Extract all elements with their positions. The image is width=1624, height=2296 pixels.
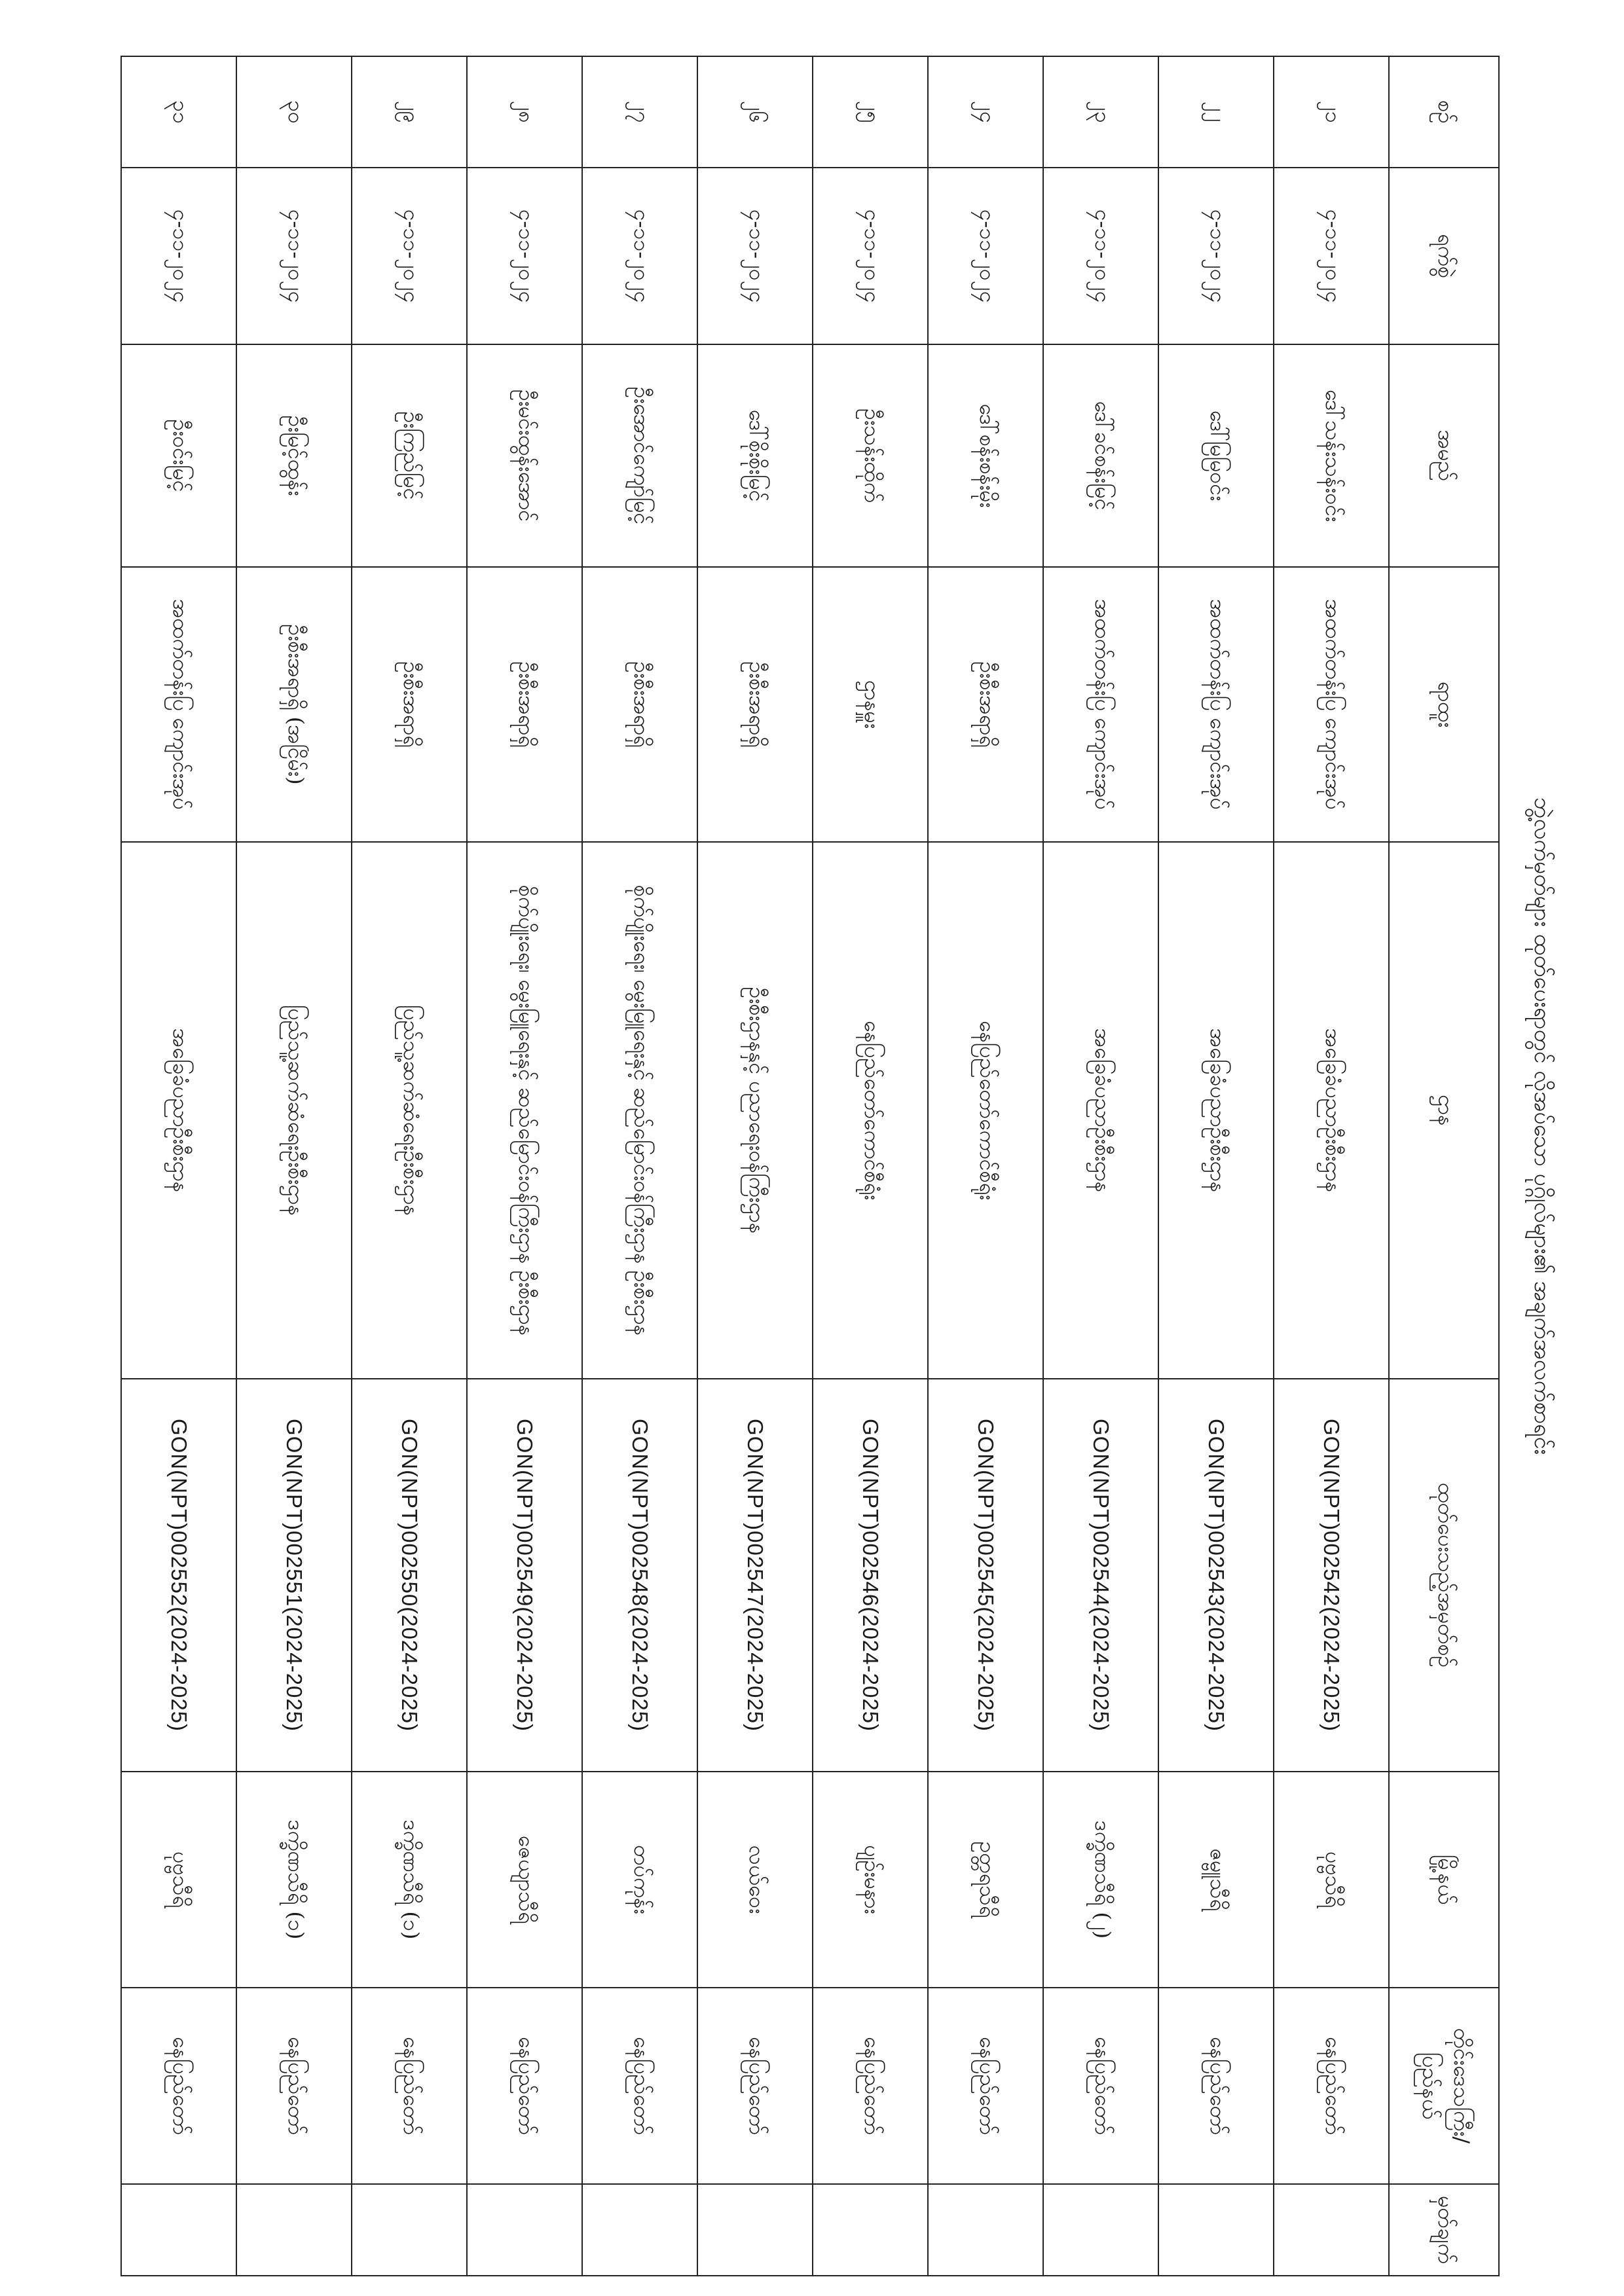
cell-name: ဦးအောင်ကျော်မြင့် — [582, 344, 697, 567]
cell-region: နေပြည်တော် — [1158, 1988, 1274, 2184]
header-reference: ထုတ်ပေးသည့်အမှတ်စဉ် — [1389, 1379, 1499, 1772]
cell-no: ၃၀ — [236, 56, 352, 168]
cell-name: ဒေါ်စန်းစန်းမိုး — [928, 344, 1043, 567]
cell-rank: ဦးစီးအရာရှိ — [928, 567, 1043, 842]
cell-rank: ဦးစီးအရာရှိ — [467, 567, 582, 842]
cell-region: နေပြည်တော် — [236, 1988, 352, 2184]
cell-township: ဒက္ခိဏသီရိ (၁) — [352, 1772, 467, 1988]
cell-department: အခြေခံပညာဦးစီးဌာန — [1274, 842, 1389, 1379]
table-row — [928, 56, 1043, 2276]
header-department: ဌာန — [1389, 842, 1499, 1379]
cell-township: လယ်ဝေး — [697, 1772, 813, 1988]
cell-no: ၂၂ — [1158, 56, 1274, 168]
cell-region: နေပြည်တော် — [467, 1988, 582, 2184]
cell-date: ၄-၁၁-၂၀၂၄ — [928, 168, 1043, 344]
cell-remark — [121, 2184, 236, 2276]
table-row — [1158, 56, 1274, 2276]
cell-no: ၂၃ — [1043, 56, 1158, 168]
cell-township: တပ်ကုန်း — [582, 1772, 697, 1988]
cell-date: ၄-၁၁-၂၀၂၄ — [1043, 168, 1158, 344]
cell-no: ၂၄ — [928, 56, 1043, 168]
header-rank: ရာထူး — [1389, 567, 1499, 842]
cell-date: ၄-၁၁-၂၀၂၄ — [582, 168, 697, 344]
cell-no: ၂၈ — [467, 56, 582, 168]
cell-name: ဒေါ်သန်းသန်းဝင်း — [1274, 344, 1389, 567]
header-region: တိုင်းဒေသကြီး/ပြည်နယ် — [1389, 1988, 1499, 2184]
table-row — [467, 56, 582, 2276]
cell-rank: အထက်တန်းပြ ကျောင်းအုပ် — [1043, 567, 1158, 842]
cell-department: ပြည်သူ့ဆက်ဆံရေးဦးစီးဌာန — [352, 842, 467, 1379]
header-date: ရက်စွဲ — [1389, 168, 1499, 344]
cell-no: ၂၆ — [697, 56, 813, 168]
cell-department: နေပြည်တော်ကောင်စီရုံး — [813, 842, 928, 1379]
cell-township: ပုဗ္ဗသီရိ — [121, 1772, 236, 1988]
cell-township: ဇေယျာသီရိ — [467, 1772, 582, 1988]
cell-reference: GON(NPT)002544(2024-2025) — [1043, 1379, 1158, 1772]
cell-name: ဒေါ်စိုးစိုးမြင့် — [697, 344, 813, 567]
cell-name: ဦးကြည်မြင့် — [352, 344, 467, 567]
table-row — [1043, 56, 1158, 2276]
cell-remark — [697, 2184, 813, 2276]
cell-rank: အထက်တန်းပြ ကျောင်းအုပ် — [1158, 567, 1274, 842]
cell-reference: GON(NPT)002551(2024-2025) — [236, 1379, 352, 1772]
cell-no: ၂၁ — [1274, 56, 1389, 168]
table-row — [582, 56, 697, 2276]
table-row — [236, 56, 352, 2276]
header-township: မြို့နယ် — [1389, 1772, 1499, 1988]
cell-rank: ဦးစီးအရာရှိ — [352, 567, 467, 842]
document-title: ဘွဲ့လက်မှတ်များ ထုတ်ပေးရာတွင် လိုအပ်သော ပုဂ္ဂိုလ်များ၏ အချက်အလက်စာရင်း — [1529, 797, 1555, 1455]
cell-department: ဦးစီးဌာနနှင့် ပညာရေးဝန်ကြီးဌာန — [697, 842, 813, 1379]
cell-township: ပုဗ္ဗသီရိ — [1274, 1772, 1389, 1988]
cell-township: ပျဉ်းမနား — [813, 1772, 928, 1988]
cell-remark — [1158, 2184, 1274, 2276]
table-row — [1274, 56, 1389, 2276]
cell-region: နေပြည်တော် — [1274, 1988, 1389, 2184]
cell-reference: GON(NPT)002542(2024-2025) — [1274, 1379, 1389, 1772]
cell-remark — [236, 2184, 352, 2276]
cell-region: နေပြည်တော် — [813, 1988, 928, 2184]
cell-reference: GON(NPT)002550(2024-2025) — [352, 1379, 467, 1772]
cell-rank: အထက်တန်းပြ ကျောင်းအုပ် — [1274, 567, 1389, 842]
cell-remark — [467, 2184, 582, 2276]
cell-name: ဦးမင်းထွန်းအောင် — [467, 344, 582, 567]
cell-rank: ဦးစီးအရာရှိ — [697, 567, 813, 842]
cell-date: ၄-၁၁-၂၀၂၄ — [236, 168, 352, 344]
rotated-page — [167, 56, 1562, 2264]
cell-remark — [813, 2184, 928, 2276]
cell-remark — [1043, 2184, 1158, 2276]
cell-rank: ဌာနမှူး — [813, 567, 928, 842]
cell-township: ဇမ္ဗူသီရိ — [1158, 1772, 1274, 1988]
cell-department: ပြည်သူ့ဆက်ဆံရေးဦးစီးဌာန — [236, 842, 352, 1379]
header-name: အမည် — [1389, 344, 1499, 567]
cell-reference: GON(NPT)002545(2024-2025) — [928, 1379, 1043, 1772]
cell-department: စိုက်ပျိုးရေး၊ မွေးမြူရေးနှင့် ဆည်မြောင်းဝန်ကြီးဌာန ဦးစီးဌာန — [582, 842, 697, 1379]
cell-name: ဦးဝင်းမြင့် — [121, 344, 236, 567]
cell-date: ၄-၁၁-၂၀၂၄ — [352, 168, 467, 344]
cell-reference: GON(NPT)002543(2024-2025) — [1158, 1379, 1274, 1772]
table-header-row — [1389, 56, 1499, 2276]
cell-name: ဦးမြင့်ထွန်း — [236, 344, 352, 567]
cell-reference: GON(NPT)002547(2024-2025) — [697, 1379, 813, 1772]
cell-date: ၄-၁၁-၂၀၂၄ — [1158, 168, 1274, 344]
cell-date: ၄-၁၁-၂၀၂၄ — [121, 168, 236, 344]
cell-name: ဒေါ်ခင်စန်းမြင့် — [1043, 344, 1158, 567]
cell-township: ဒက္ခိဏသီရိ (၁) — [236, 1772, 352, 1988]
cell-no: ၂၉ — [352, 56, 467, 168]
cell-department: အခြေခံပညာဦးစီးဌာန — [1043, 842, 1158, 1379]
header-no: စဉ် — [1389, 56, 1499, 168]
cell-date: ၄-၁၁-၂၀၂၄ — [697, 168, 813, 344]
cell-rank: ဦးစီးအရာရှိ (အငြိမ်း) — [236, 567, 352, 842]
table-row — [352, 56, 467, 2276]
records-table — [120, 56, 1500, 2276]
cell-remark — [1274, 2184, 1389, 2276]
table-row — [697, 56, 813, 2276]
cell-region: နေပြည်တော် — [697, 1988, 813, 2184]
table-row — [121, 56, 236, 2276]
cell-region: နေပြည်တော် — [352, 1988, 467, 2184]
cell-reference: GON(NPT)002546(2024-2025) — [813, 1379, 928, 1772]
cell-date: ၄-၁၁-၂၀၂၄ — [1274, 168, 1389, 344]
cell-remark — [352, 2184, 467, 2276]
cell-region: နေပြည်တော် — [1043, 1988, 1158, 2184]
cell-region: နေပြည်တော် — [121, 1988, 236, 2184]
header-remark: မှတ်ချက် — [1389, 2184, 1499, 2276]
cell-reference: GON(NPT)002549(2024-2025) — [467, 1379, 582, 1772]
cell-department: အခြေခံပညာဦးစီးဌာန — [1158, 842, 1274, 1379]
cell-date: ၄-၁၁-၂၀၂၄ — [813, 168, 928, 344]
cell-department: နေပြည်တော်ကောင်စီရုံး — [928, 842, 1043, 1379]
cell-township: ဥတ္တရသီရိ — [928, 1772, 1043, 1988]
cell-region: နေပြည်တော် — [582, 1988, 697, 2184]
cell-name: ဒေါ်မြမြဝင်း — [1158, 344, 1274, 567]
cell-rank: ဦးစီးအရာရှိ — [582, 567, 697, 842]
cell-date: ၄-၁၁-၂၀၂၄ — [467, 168, 582, 344]
cell-remark — [582, 2184, 697, 2276]
cell-reference: GON(NPT)002548(2024-2025) — [582, 1379, 697, 1772]
cell-region: နေပြည်တော် — [928, 1988, 1043, 2184]
cell-township: ဒက္ခိဏသီရိ (၂) — [1043, 1772, 1158, 1988]
cell-name: ဦးသန်းထိုက် — [813, 344, 928, 567]
cell-reference: GON(NPT)002552(2024-2025) — [121, 1379, 236, 1772]
cell-department: စိုက်ပျိုးရေး၊ မွေးမြူရေးနှင့် ဆည်မြောင်းဝန်ကြီးဌာန ဦးစီးဌာန — [467, 842, 582, 1379]
table-row — [813, 56, 928, 2276]
cell-department: အခြေခံပညာဦးစီးဌာန — [121, 842, 236, 1379]
cell-rank: အထက်တန်းပြ ကျောင်းအုပ် — [121, 567, 236, 842]
cell-remark — [928, 2184, 1043, 2276]
cell-no: ၂၅ — [813, 56, 928, 168]
cell-no: ၃၁ — [121, 56, 236, 168]
cell-no: ၂၇ — [582, 56, 697, 168]
